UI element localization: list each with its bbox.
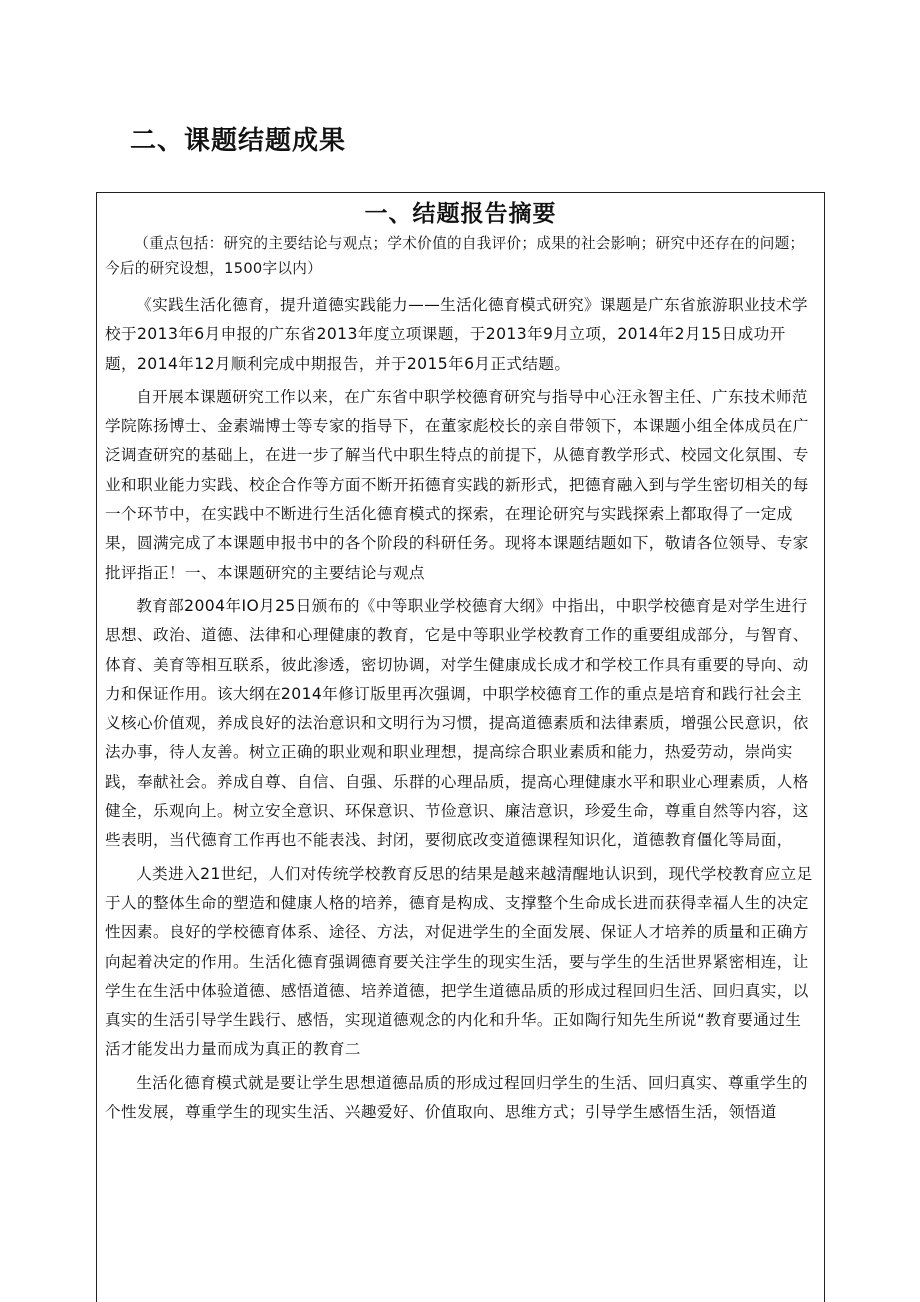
section-heading: 二、课题结题成果 <box>130 126 347 156</box>
paragraph-moral-education-outline: 教育部2004年IO月25日颁布的《中等职业学校德育大纲》中指出，中职学校德育是对学生进行思想、政治、道德、法律和心理健康的教育，它是中等职业学校教育工作的重要组成部分，与智育、体育、美育等相互联系，彼此渗透，密切协调，对学生健康成长成才和学校工作具有重要的导向、动力和保证作用。该大纲在2014年修订版里再次强调，中职学校德育工作的重点是培育和践行社会主义核心价值观，养成良好的法治意识和文明行为习惯，提高道德素质和法律素质，增强公民意识，依法办事，待人友善。树立正确的职业观和职业理想，提高综合职业素质和能力，热爱劳动，崇尚实践，奉献社会。养成自尊、自信、自强、乐群的心理品质，提高心理健康水平和职业心理素质，人格健全，乐观向上。树立安全意识、环保意识、节俭意识、廉洁意识，珍爱生命，尊重自然等内容，这些表明，当代德育工作再也不能表浅、封闭，要彻底改变道德课程知识化，道德教育僵化等局面， <box>105 596 809 850</box>
report-summary-box <box>96 192 825 1302</box>
report-requirements-note: （重点包括：研究的主要结论与观点；学术价值的自我评价；成果的社会影响；研究中还存在的问题；今后的研究设想，1500字以内） <box>105 235 805 277</box>
report-summary-title: 一、结题报告摘要 <box>364 201 557 227</box>
paragraph-project-overview: 《实践生活化德育，提升道德实践能力——生活化德育模式研究》课题是广东省旅游职业技术学校于2013年6月申报的广东省2013年度立项课题，于2013年9月立项，2014年2月15日成功开题，2014年12月顺利完成中期报告，并于2015年6月正式结题。 <box>105 296 808 373</box>
report-body <box>105 291 816 1127</box>
paragraph-21st-century: 人类进入21世纪，人们对传统学校教育反思的结果是越来越清醒地认识到，现代学校教育应立足于人的整体生命的塑造和健康人格的培养，德育是构成、支撑整个生命成长进而获得幸福人生的决定性因素。良好的学校德育体系、途径、方法，对促进学生的全面发展、保证人才培养的质量和正确方向起着决定的作用。生活化德育强调德育要关注学生的现实生活，要与学生的生活世界紧密相连，让学生在生活中体验道德、感悟道德、培养道德，把学生道德品质的形成过程回归生活、回归真实，以真实的生活引导学生践行、感悟，实现道德观念的内化和升华。正如陶行知先生所说“教育要通过生活才能发出力量而成为真正的教育二 <box>105 864 813 1059</box>
paragraph-life-oriented-model: 生活化德育模式就是要让学生思想道德品质的形成过程回归学生的生活、回归真实、尊重学生的个性发展，尊重学生的现实生活、兴趣爱好、价值取向、思维方式；引导学生感悟生活，领悟道 <box>105 1073 808 1122</box>
paragraph-research-process: 自开展本课题研究工作以来，在广东省中职学校德育研究与指导中心汪永智主任、广东技术师范学院陈扬博士、金素端博士等专家的指导下，在董家彪校长的亲自带领下，本课题小组全体成员在广泛调查研究的基础上，在进一步了解当代中职生特点的前提下，从德育教学形式、校园文化氛围、专业和职业能力实践、校企合作等方面不断开拓德育实践的新形式，把德育融入到与学生密切相关的每一个环节中，在实践中不断进行生活化德育模式的探索，在理论研究与实践探索上都取得了一定成果，圆满完成了本课题申报书中的各个阶段的科研任务。现将本课题结题如下，敬请各位领导、专家批评指正！一、本课题研究的主要结论与观点 <box>105 387 809 582</box>
